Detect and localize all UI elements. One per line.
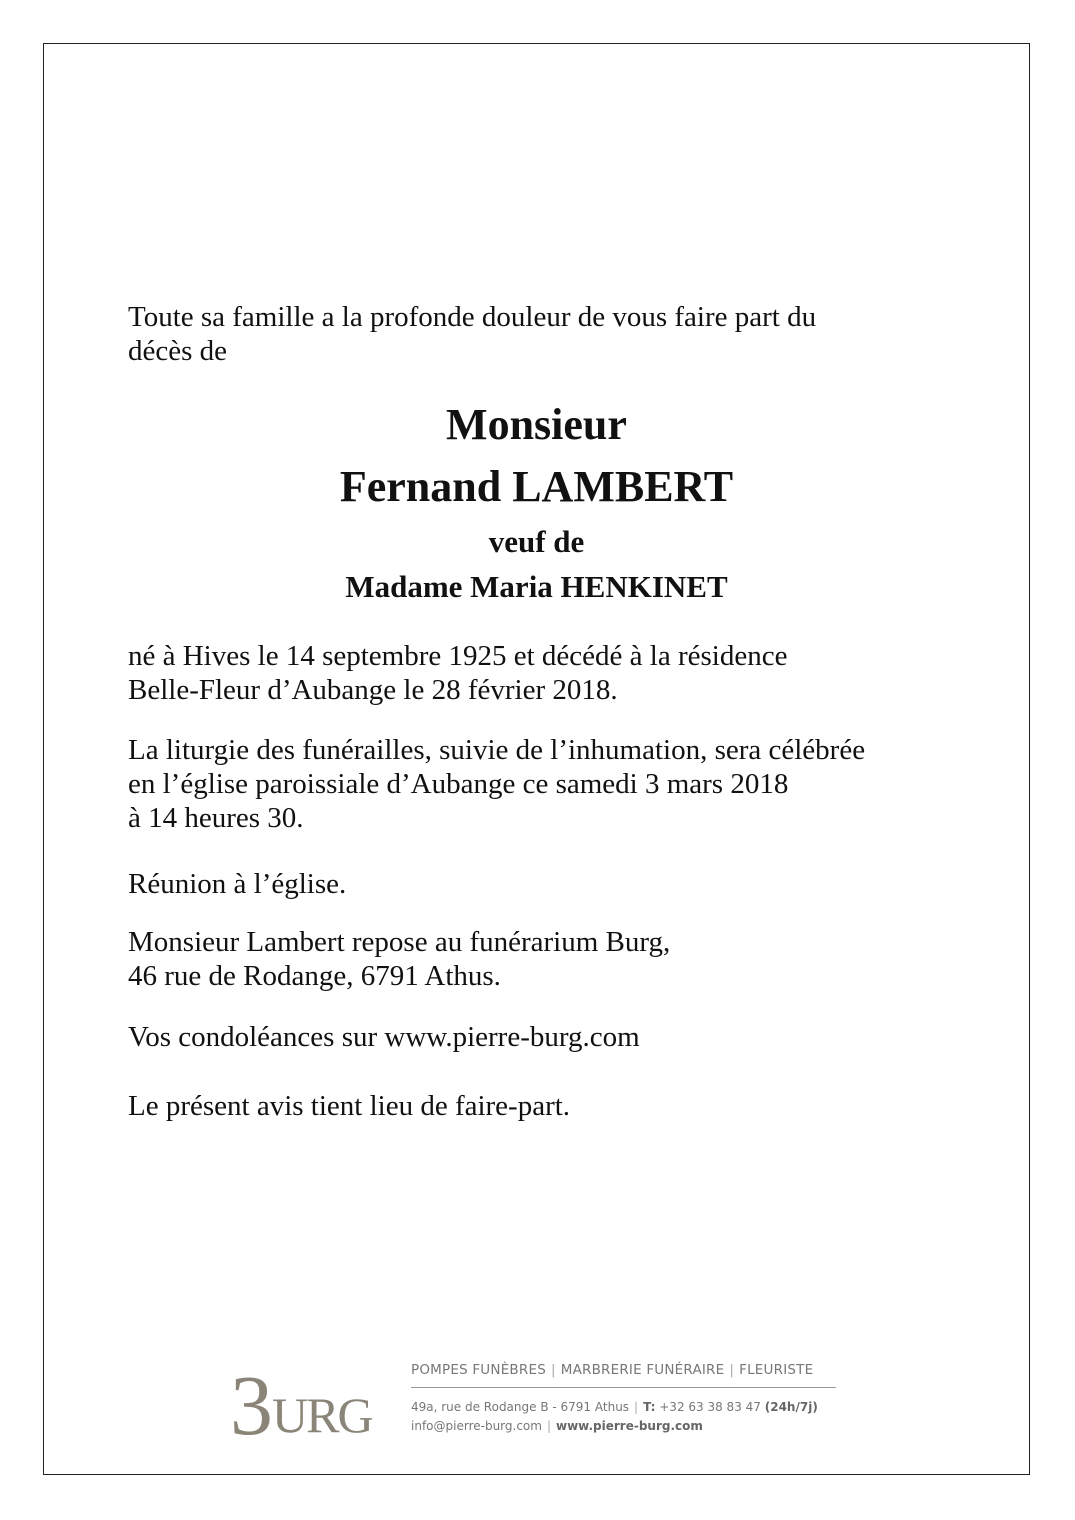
paragraph-line: à 14 heures 30. xyxy=(128,802,304,834)
paragraph-line: Réunion à l’église. xyxy=(128,868,347,900)
paragraph-line: 46 rue de Rodange, 6791 Athus. xyxy=(128,960,501,992)
meeting-paragraph xyxy=(128,867,968,901)
phone-label: T: xyxy=(643,1400,656,1414)
service-item: MARBRERIE FUNÉRAIRE xyxy=(560,1362,725,1378)
phone-hours: (24h/7j) xyxy=(764,1400,818,1414)
website-link[interactable]: www.pierre-burg.com xyxy=(556,1419,703,1433)
paragraph-line: Le présent avis tient lieu de faire-part. xyxy=(128,1090,571,1122)
footer-info xyxy=(411,1360,841,1436)
paragraph-line: en l’église paroissiale d’Aubange ce samedi 3 mars 2018 xyxy=(128,768,789,800)
svg-text:3: 3 xyxy=(230,1357,273,1444)
address: 49a, rue de Rodange B - 6791 Athus xyxy=(411,1400,630,1414)
intro-line: décès de xyxy=(128,335,228,367)
notice-paragraph xyxy=(128,1089,968,1123)
deceased-title: Monsieur xyxy=(446,400,627,449)
repose-paragraph xyxy=(128,925,968,993)
paragraph-line: La liturgie des funérailles, suivie de l’inhumation, sera célébrée xyxy=(128,734,866,766)
spouse-name: Madame Maria HENKINET xyxy=(345,569,728,604)
paragraph-line: Belle-Fleur d’Aubange le 28 février 2018. xyxy=(128,674,618,706)
burg-logo xyxy=(230,1354,375,1444)
intro-paragraph xyxy=(128,300,968,368)
services-line: POMPES FUNÈBRES | MARBRERIE FUNÉRAIRE | FLEURISTE xyxy=(411,1362,814,1378)
footer-divider xyxy=(411,1387,836,1388)
svg-text:URG: URG xyxy=(272,1387,372,1443)
address-line: 49a, rue de Rodange B - 6791 Athus | T: +32 63 38 83 47 (24h/7j) xyxy=(411,1400,818,1414)
paragraph-line: né à Hives le 14 septembre 1925 et décédé à la résidence xyxy=(128,640,788,672)
liturgy-paragraph xyxy=(128,733,968,835)
intro-line: Toute sa famille a la profonde douleur de vous faire part du xyxy=(128,301,817,333)
service-item: POMPES FUNÈBRES xyxy=(411,1362,546,1378)
birth-death-paragraph xyxy=(128,639,968,707)
paragraph-line: Vos condoléances sur www.pierre-burg.com xyxy=(128,1021,640,1053)
web-line: info@pierre-burg.com | www.pierre-burg.com xyxy=(411,1419,703,1433)
relation-label: veuf de xyxy=(488,524,585,559)
phone-number: +32 63 38 83 47 xyxy=(659,1400,761,1414)
condolences-paragraph xyxy=(128,1020,968,1054)
deceased-name: Fernand LAMBERT xyxy=(339,462,734,511)
email-link[interactable]: info@pierre-burg.com xyxy=(411,1419,542,1433)
service-item: FLEURISTE xyxy=(739,1362,814,1378)
paragraph-line: Monsieur Lambert repose au funérarium Burg, xyxy=(128,926,671,958)
